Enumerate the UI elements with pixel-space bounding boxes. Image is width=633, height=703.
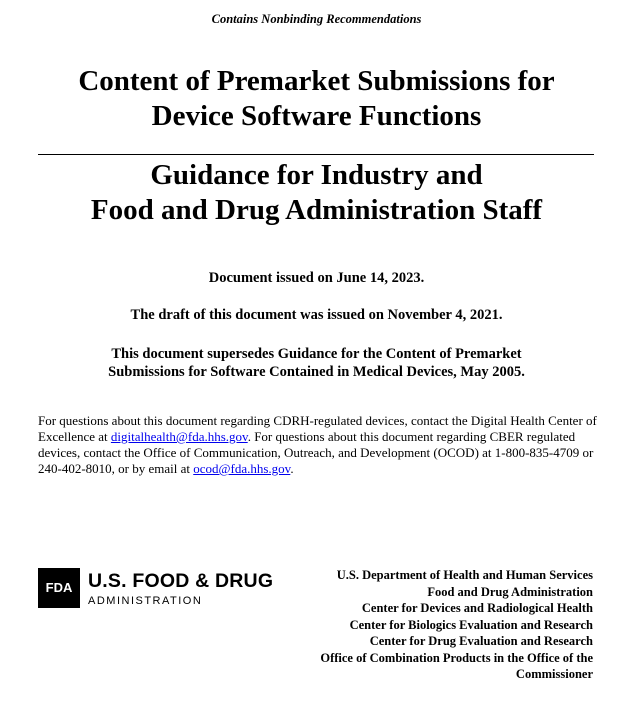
agency-line: Food and Drug Administration [427, 584, 593, 599]
draft-date: The draft of this document was issued on November 4, 2021. [130, 307, 503, 323]
ocod-email-link[interactable]: ocod@fda.hhs.gov [193, 461, 291, 476]
agency-line: U.S. Department of Health and Human Services [336, 568, 593, 582]
fda-logo-subtext: ADMINISTRATION [88, 595, 203, 607]
issue-date: Document issued on June 14, 2023. [208, 270, 425, 286]
digital-health-email-link[interactable]: digitalhealth@fda.hhs.gov [110, 429, 248, 444]
contact-text-3: . [290, 461, 294, 476]
agency-line: Center for Biologics Evaluation and Research [349, 617, 593, 632]
agency-list [320, 567, 593, 683]
supersedes-line-1: This document supersedes Guidance for the Content of Premarket [111, 346, 522, 362]
document-title-line-1: Content of Premarket Submissions for [78, 65, 555, 97]
supersedes-line-2: Submissions for Software Contained in Medical Devices, May 2005. [108, 364, 525, 380]
nonbinding-banner: Contains Nonbinding Recommendations [211, 12, 422, 26]
agency-line: Center for Drug Evaluation and Research [369, 634, 593, 648]
document-subtitle-line-2: Food and Drug Administration Staff [90, 194, 543, 226]
fda-logo [38, 568, 278, 612]
fda-logo-mark: FDA [38, 568, 80, 608]
supersedes-notice [0, 345, 633, 381]
agency-line: Commissioner [515, 667, 593, 681]
document-title-line-2: Device Software Functions [151, 100, 482, 132]
title-divider [38, 154, 594, 155]
document-title [0, 64, 633, 134]
document-subtitle-line-1: Guidance for Industry and [150, 159, 483, 191]
fda-logo-wordmark: U.S. FOOD & DRUG [88, 570, 274, 592]
contact-paragraph [38, 413, 598, 477]
agency-line: Office of Combination Products in the Office of the [320, 650, 593, 665]
contact-text-1: For questions about this document regarding CDRH-regulated devices, contact the Digital Health Center of Excellence at [38, 413, 597, 444]
document-subtitle [0, 158, 633, 228]
agency-line: Center for Devices and Radiological Health [361, 601, 593, 615]
contact-text-2: . For questions about this document regarding CBER regulated devices, contact the Office of Communication, Outreach, and Development (OCOD) at 1-800-835-4709 or 240-402-8010, or by email at [38, 429, 594, 476]
